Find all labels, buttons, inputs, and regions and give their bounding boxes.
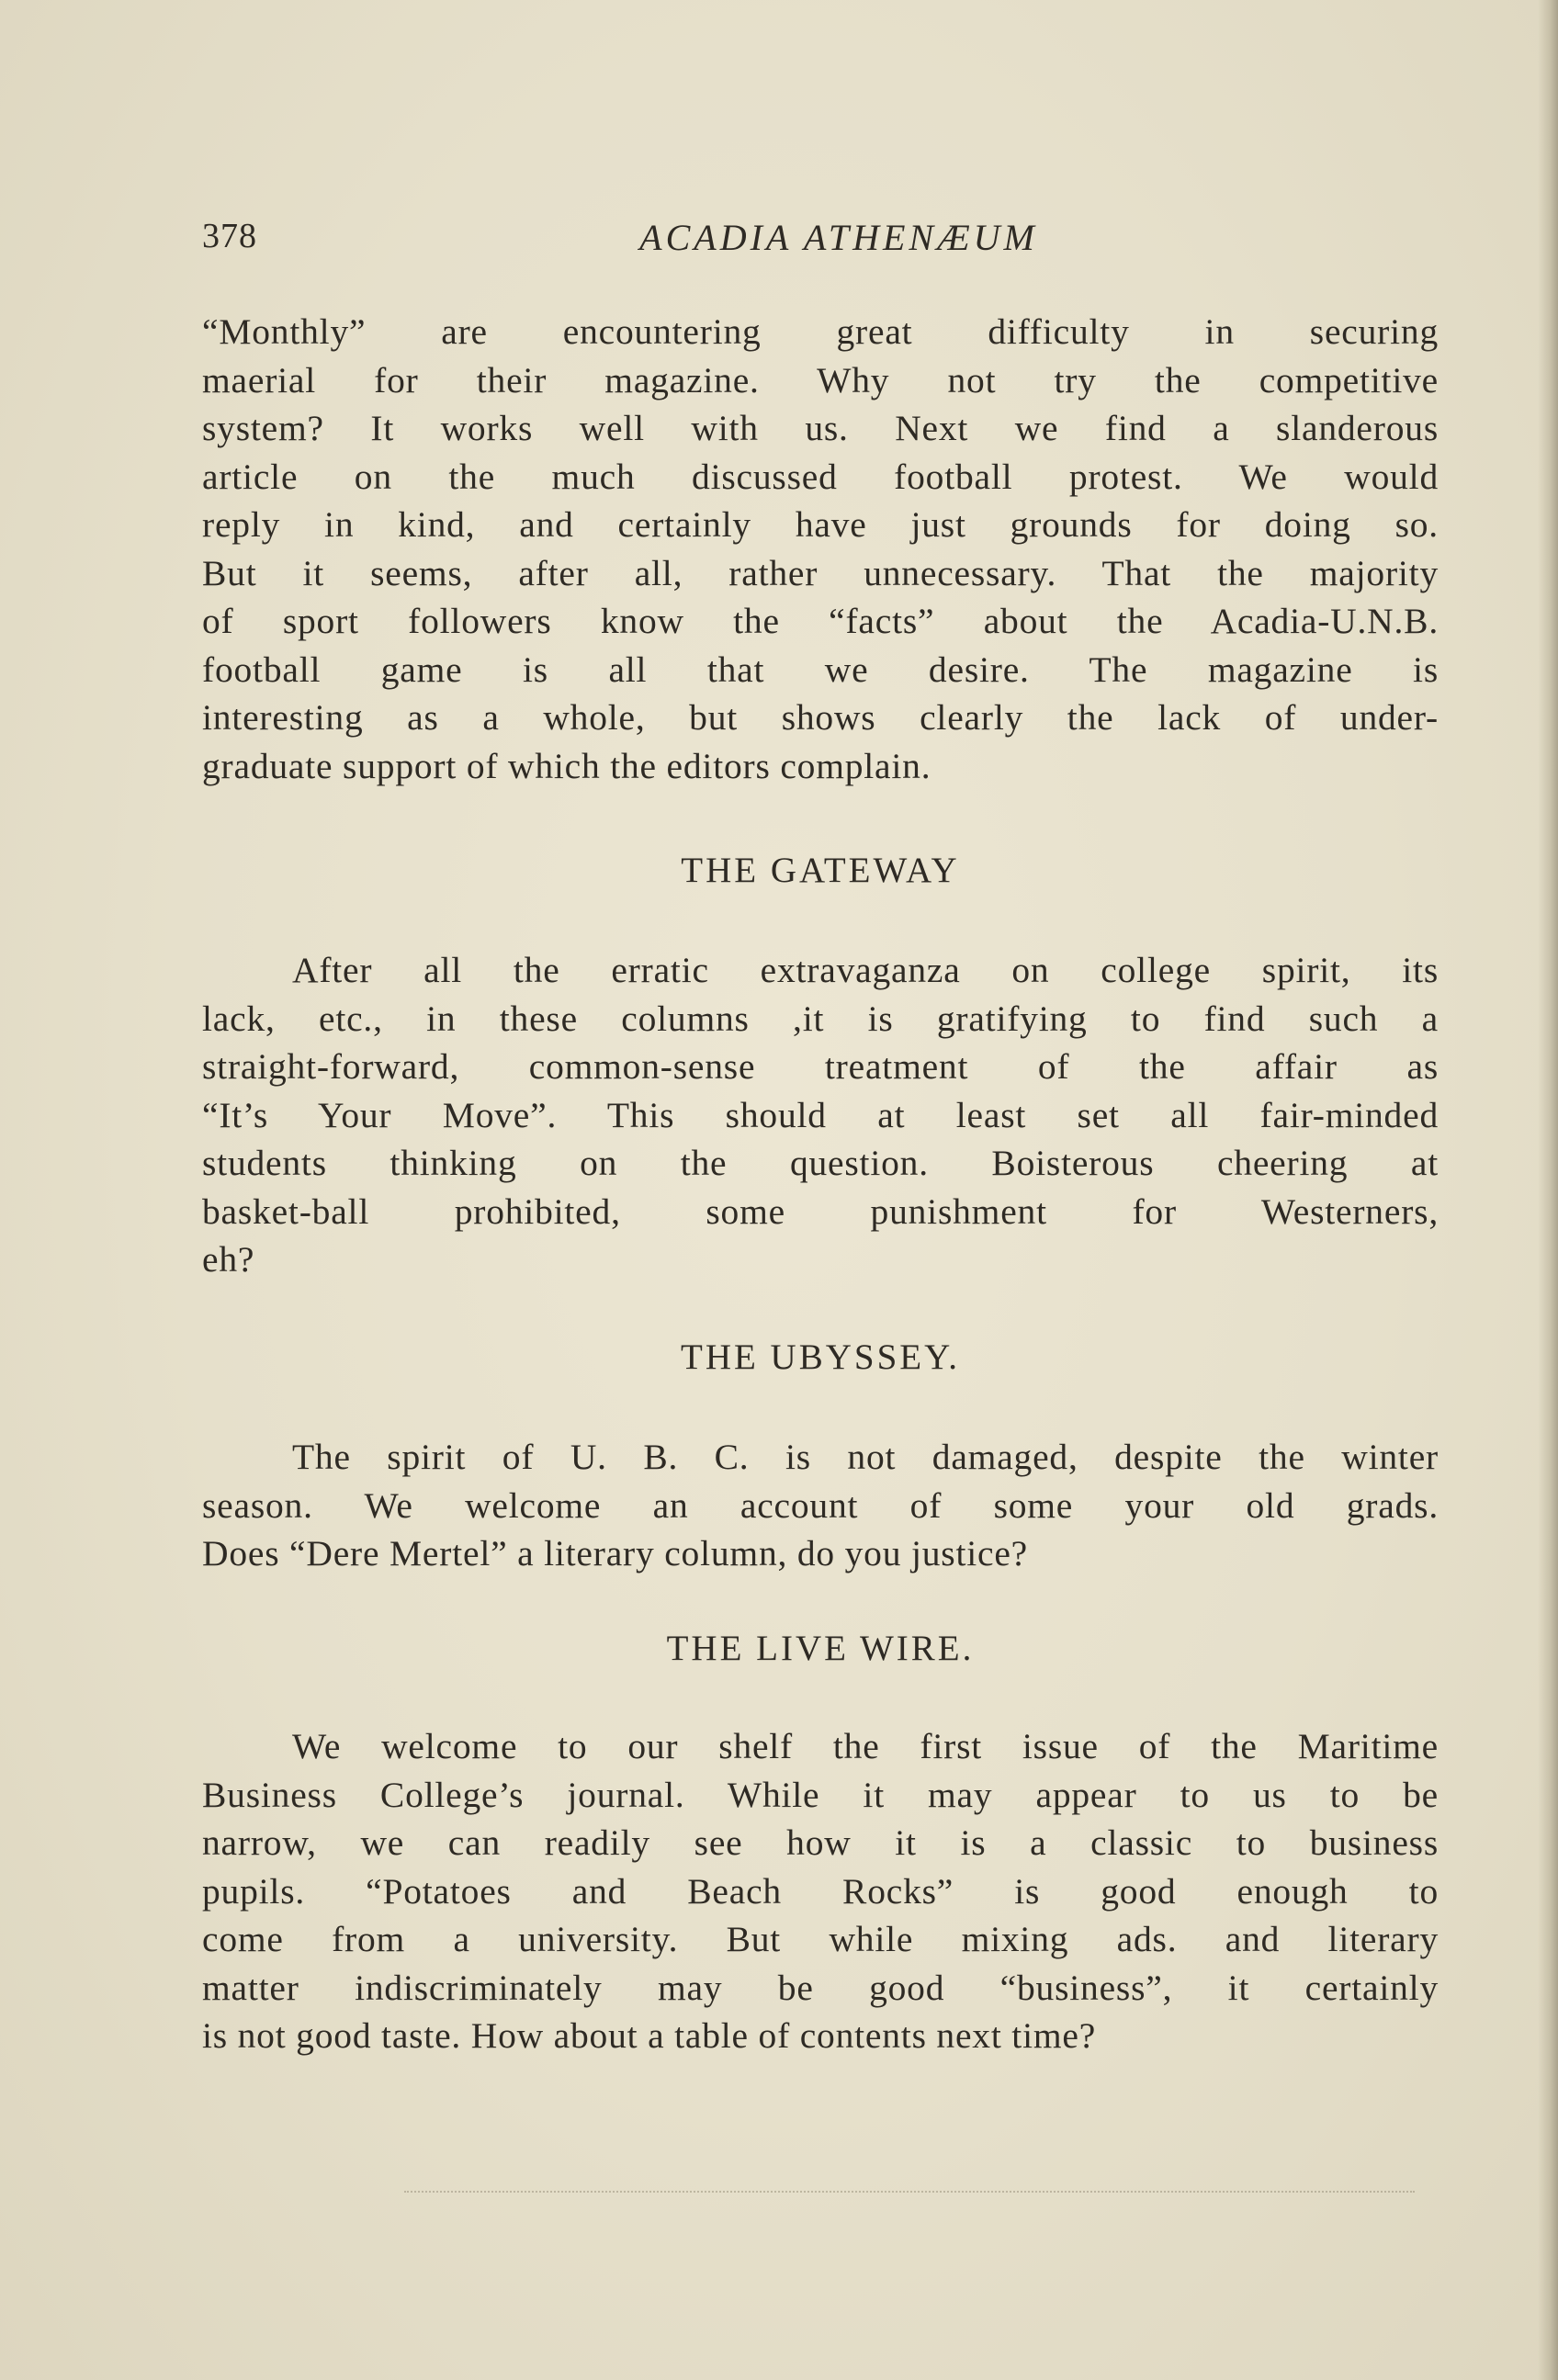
text-line: is not good taste. How about a table of contents next time?	[202, 2015, 1097, 2056]
running-head	[202, 216, 1439, 271]
text-line: maerial for their magazine. Why not try the competitive	[202, 359, 1439, 400]
text-line: eh?	[202, 1239, 255, 1280]
text-line: interesting as a whole, but shows clearly the lack of under-	[202, 697, 1439, 738]
faint-print-marks	[404, 2191, 1415, 2196]
text-line: Does “Dere Mertel” a literary column, do you justice?	[202, 1533, 1028, 1574]
text-line: Business College’s journal. While it may appear to us to be	[202, 1774, 1439, 1815]
text-line: of sport followers know the “facts” about the Acadia-U.N.B.	[202, 601, 1439, 641]
section-heading-gateway: THE GATEWAY	[681, 851, 960, 890]
journal-title: ACADIA ATHENÆUM	[639, 217, 1038, 258]
page-edge-shadow	[1538, 0, 1558, 2380]
text-line: “It’s Your Move”. This should at least set all fair-minded	[202, 1094, 1439, 1135]
paragraph-live-wire	[202, 1722, 1439, 2060]
section-heading-live-wire: THE LIVE WIRE.	[666, 1629, 975, 1668]
text-line: straight-forward, common-sense treatment of the affair as	[202, 1046, 1439, 1087]
text-line: reply in kind, and certainly have just grounds for doing so.	[202, 504, 1439, 545]
paragraph-gateway	[202, 946, 1439, 1284]
text-line: football game is all that we desire. The magazine is	[202, 649, 1439, 690]
text-line: season. We welcome an account of some your old grads.	[202, 1484, 1439, 1526]
text-line: The spirit of U. B. C. is not damaged, despite the winter	[292, 1437, 1439, 1477]
text-line: pupils. “Potatoes and Beach Rocks” is good enough to	[202, 1870, 1439, 1912]
text-line: narrow, we can readily see how it is a classic to business	[202, 1822, 1439, 1863]
text-line: We welcome to our shelf the first issue of the Maritime	[292, 1726, 1439, 1766]
text-line: come from a university. But while mixing ads. and literary	[202, 1919, 1439, 1959]
text-line: system? It works well with us. Next we find a slanderous	[202, 408, 1439, 448]
text-line: But it seems, after all, rather unnecessary. That the majority	[202, 552, 1439, 593]
text-line: lack, etc., in these columns ,it is gratifying to find such a	[202, 998, 1439, 1039]
text-line: basket-ball prohibited, some punishment for Westerners,	[202, 1190, 1439, 1232]
text-line: article on the much discussed football protest. We would	[202, 456, 1439, 497]
text-line: matter indiscriminately may be good “business”, it certainly	[202, 1967, 1439, 2008]
section-heading-ubyssey: THE UBYSSEY.	[681, 1337, 960, 1377]
text-line: students thinking on the question. Boisterous cheering at	[202, 1143, 1439, 1183]
text-line: “Monthly” are encountering great difficulty in securing	[202, 311, 1439, 352]
paragraph-ubyssey	[202, 1433, 1439, 1578]
text-line: graduate support of which the editors complain.	[202, 745, 931, 786]
text-line: After all the erratic extravaganza on college spirit, its	[292, 950, 1439, 990]
page-number: 378	[202, 217, 257, 255]
paragraph-monthly	[202, 308, 1439, 790]
